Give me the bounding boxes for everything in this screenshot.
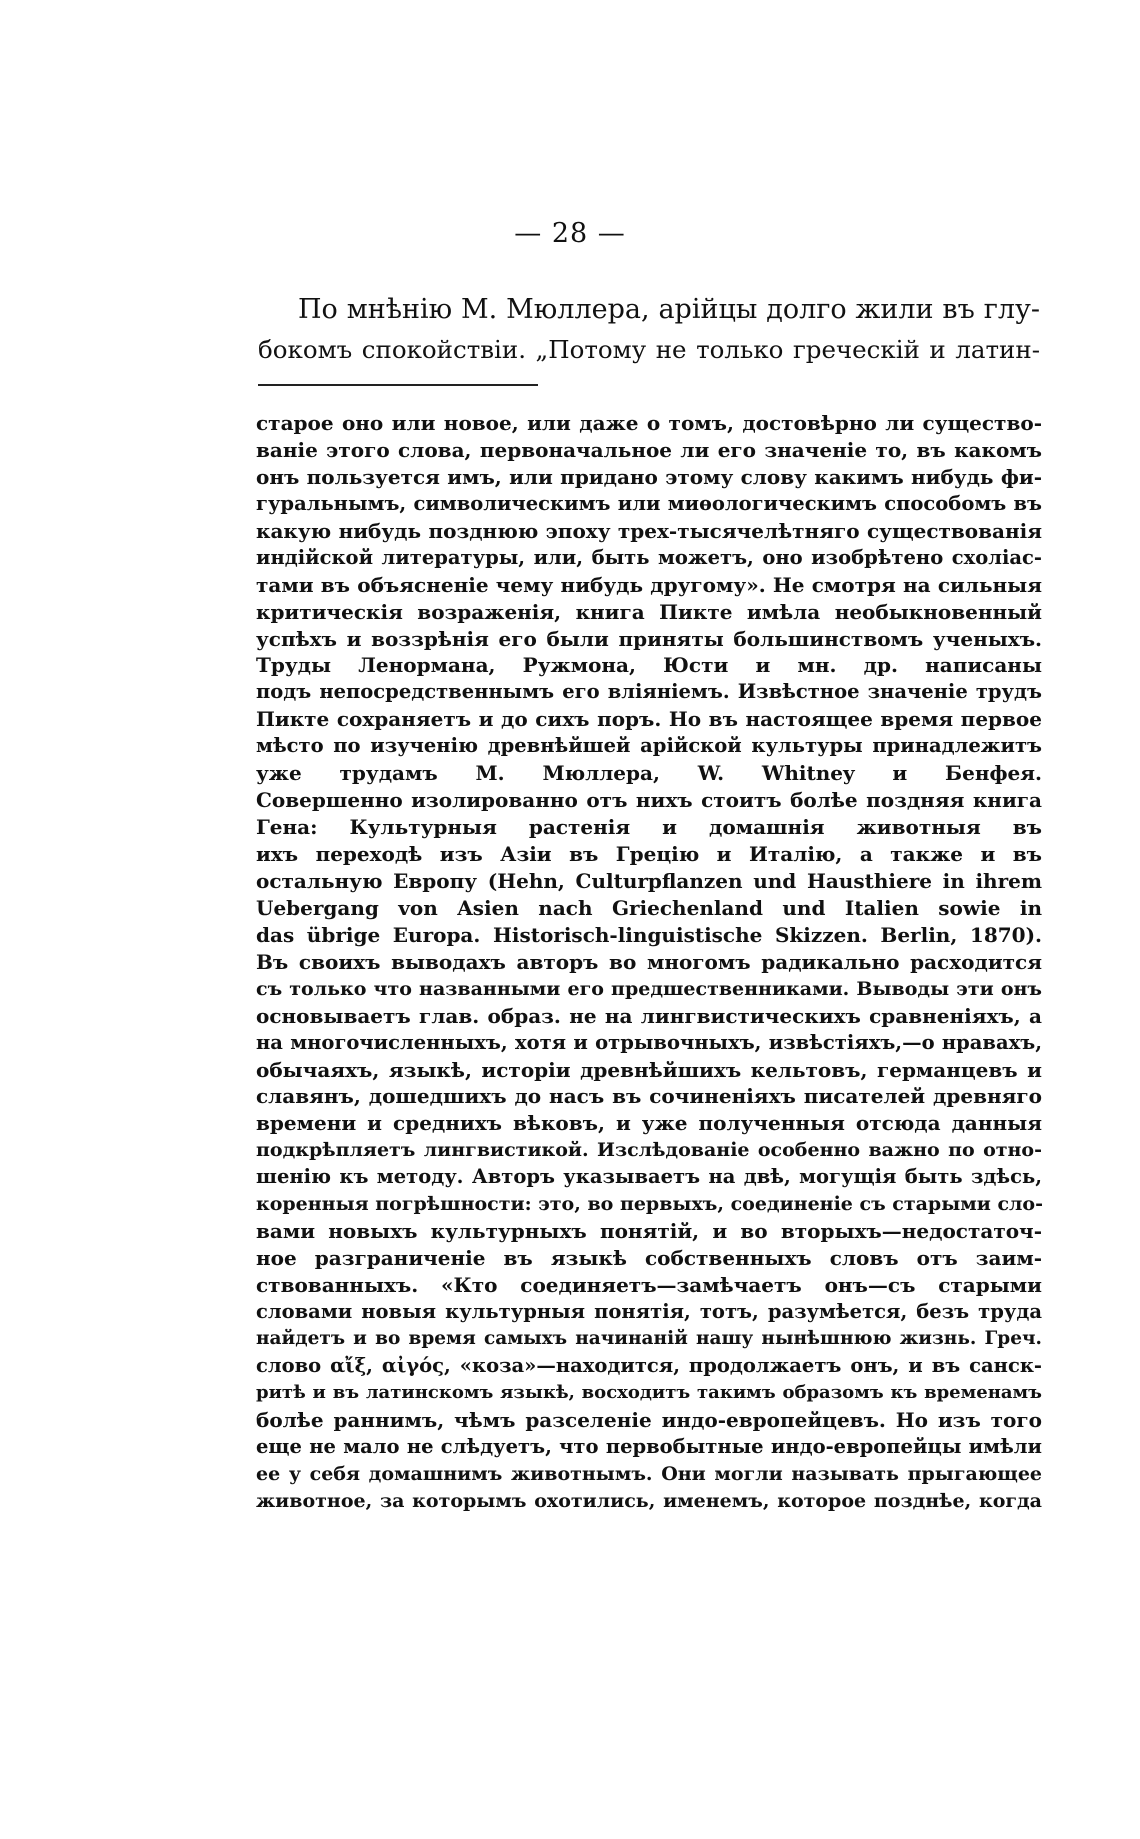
footnote-line: основываетъ глав. образ. не на лингвистическихъ сравненіяхъ, а (256, 1003, 1042, 1028)
footnote-line: какую нибудь позднюю эпоху трех-тысячелѣтняго существованія (256, 518, 1042, 543)
footnote-line: на многочисленныхъ, хотя и отрывочныхъ, извѣстіяхъ,—о нравахъ, (256, 1030, 1042, 1054)
footnote-line: ствованныхъ. «Кто соединяетъ—замѣчаетъ онъ—съ старыми (256, 1273, 1042, 1297)
footnote-line: славянъ, дошедшихъ до насъ въ сочиненіяхъ писателей древняго (256, 1084, 1042, 1109)
footnote-divider (258, 384, 538, 386)
footnote-line: тами въ объясненіе чему нибудь другому». Не смотря на сильныя (256, 572, 1042, 597)
footnote-line: Въ своихъ выводахъ авторъ во многомъ радикально расходится (256, 949, 1042, 974)
footnote-line: ее у себя домашнимъ животнымъ. Они могли называть прыгающее (256, 1462, 1042, 1485)
footnote-line: коренныя погрѣшности: это, во первыхъ, соединеніе съ старыми сло- (256, 1193, 1043, 1216)
footnote-line: ритѣ и въ латинскомъ языкѣ, восходитъ такимъ образомъ къ временамъ (256, 1381, 1042, 1403)
footnote-line: ваніе этого слова, первоначальное ли его значеніе то, въ какомъ (256, 437, 1042, 462)
footnote-line: болѣе раннимъ, чѣмъ разселеніе индо-европейцевъ. Но изъ того (256, 1407, 1042, 1432)
footnote-line: обычаяхъ, языкѣ, исторіи древнѣйшихъ кельтовъ, германцевъ и (256, 1057, 1042, 1082)
footnote-line: животное, за которымъ охотились, именемъ, которое позднѣе, когда (256, 1489, 1042, 1512)
footnote-line: Uebergang von Asien nach Griechenland und Italien sowie in (256, 895, 1042, 920)
footnote (256, 410, 1042, 1514)
main-text-line: По мнѣнію М. Мюллера, арійцы долго жили въ глу- (298, 294, 1040, 325)
main-text (258, 290, 1040, 370)
footnote-line: словами новыя культурныя понятія, тотъ, разумѣется, безъ труда (256, 1299, 1042, 1323)
footnote-line: гуральнымъ, символическимъ или миѳологическимъ способомъ въ (256, 491, 1042, 515)
footnote-line: времени и среднихъ вѣковъ, и уже полученныя отсюда данныя (256, 1111, 1042, 1136)
footnote-line: онъ пользуется имъ, или придано этому слову какимъ нибудь фи- (256, 464, 1042, 489)
footnote-line: индійской литературы, или, быть можетъ, оно изобрѣтено схоліас- (256, 545, 1042, 569)
footnote-line: остальную Европу (Hehn, Culturpflanzen und Hausthiere in ihrem (256, 868, 1042, 893)
footnote-line: Гена: Культурныя растенія и домашнія животныя въ (256, 815, 1042, 840)
footnote-line: еще не мало не слѣдуетъ, что первобытные индо-европейцы имѣли (256, 1434, 1042, 1458)
footnote-line: успѣхъ и воззрѣнія его были приняты большинствомъ ученыхъ. (256, 626, 1042, 651)
footnote-line: съ только что названными его предшественниками. Выводы эти онъ (256, 977, 1042, 1000)
footnote-line: шенію къ методу. Авторъ указываетъ на двѣ, могущія быть здѣсь, (256, 1165, 1042, 1189)
footnote-line: Пикте сохраняетъ и до сихъ поръ. Но въ настоящее время первое (256, 707, 1042, 732)
footnote-line: критическія возраженія, книга Пикте имѣла необыкновенный (256, 599, 1042, 624)
footnote-line: ихъ переходѣ изъ Азіи въ Грецію и Италію, а также и въ (256, 842, 1042, 866)
footnote-line: старое оно или новое, или даже о томъ, достовѣрно ли существо- (256, 411, 1042, 435)
footnote-line: найдетъ и во время самыхъ начинаній нашу нынѣшнюю жизнь. Греч. (256, 1327, 1042, 1349)
footnote-line: подкрѣпляетъ лингвистикой. Изслѣдованіе особенно важно по отно- (256, 1139, 1042, 1162)
main-text-line: бокомъ спокойствіи. „Потому не только греческій и латин- (258, 335, 1040, 364)
footnote-line: вами новыхъ культурныхъ понятій, и во вторыхъ—недостаточ- (256, 1219, 1042, 1244)
footnote-line: ное разграниченіе въ языкѣ собственныхъ словъ отъ заим- (256, 1246, 1042, 1271)
footnote-line: уже трудамъ М. Мюллера, W. Whitney и Бенфея. (256, 761, 1042, 786)
footnote-line: Труды Ленормана, Ружмона, Юсти и мн. др. написаны (256, 653, 1042, 678)
footnote-line: das übrige Europa. Historisch-linguistische Skizzen. Berlin, 1870). (256, 922, 1042, 947)
footnote-line: слово αἴξ, αἰγός, «коза»—находится, продолжаетъ онъ, и въ санск- (256, 1353, 1042, 1377)
footnote-line: подъ непосредственнымъ его вліяніемъ. Извѣстное значеніе трудъ (256, 680, 1042, 704)
footnote-line: Совершенно изолированно отъ нихъ стоитъ болѣе поздняя книга (256, 788, 1042, 813)
page-number: — 28 — (514, 218, 626, 249)
footnote-line: мѣсто по изученію древнѣйшей арійской культуры принадлежитъ (256, 734, 1042, 758)
